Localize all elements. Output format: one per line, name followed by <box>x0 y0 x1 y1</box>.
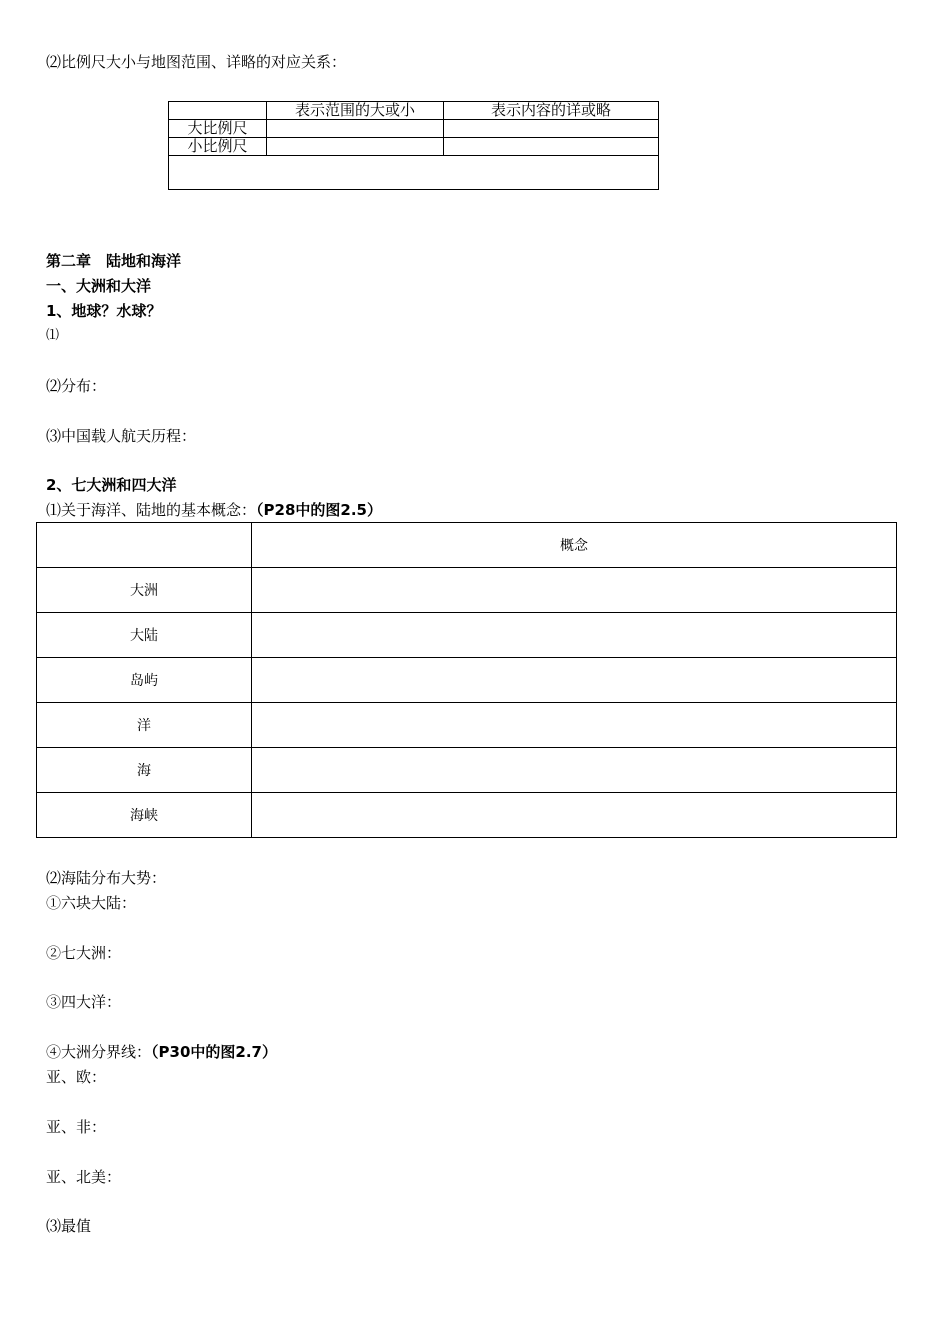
scale-table-cell[interactable] <box>444 120 659 138</box>
concept-table-header-empty <box>37 523 252 568</box>
scale-table <box>168 101 659 190</box>
concept-row-label: 岛屿 <box>37 658 252 703</box>
distribution-item-2: ②七大洲： <box>46 944 122 962</box>
concept-intro-ref: （P28中的图2.5） <box>256 501 382 519</box>
chapter-title: 第二章 陆地和海洋 <box>46 252 182 270</box>
scale-table-cell[interactable] <box>267 138 444 156</box>
scale-table-header-empty <box>169 102 267 120</box>
scale-table-cell[interactable] <box>267 120 444 138</box>
concept-row-label: 海 <box>37 748 252 793</box>
concept-row-label: 洋 <box>37 703 252 748</box>
concept-cell[interactable] <box>252 748 897 793</box>
extremes-title: ⑶最值 <box>46 1217 92 1235</box>
question-1: ⑴ <box>46 328 60 343</box>
concept-intro <box>46 500 382 520</box>
concept-intro-text: ⑴关于海洋、陆地的基本概念： <box>46 501 257 519</box>
boundary-asia-africa: 亚、非： <box>46 1118 107 1136</box>
scale-table-row-large: 大比例尺 <box>169 120 267 138</box>
boundary-asia-europe: 亚、欧： <box>46 1068 107 1086</box>
subsection-title-1: 1、地球？水球？ <box>46 302 162 320</box>
distribution-item-1: ①六块大陆： <box>46 894 137 912</box>
distribution-item-4 <box>46 1042 277 1062</box>
concept-row-label: 海峡 <box>37 793 252 838</box>
distribution-item-3: ③四大洋： <box>46 993 122 1011</box>
concept-table-header: 概念 <box>252 523 897 568</box>
scale-table-blank-row <box>169 156 659 190</box>
concept-cell[interactable] <box>252 613 897 658</box>
concept-cell[interactable] <box>252 568 897 613</box>
scale-table-header-detail: 表示内容的详或略 <box>444 102 659 120</box>
scale-table-cell[interactable] <box>444 138 659 156</box>
boundary-asia-north-america: 亚、北美： <box>46 1168 122 1186</box>
subsection-title-2: 2、七大洲和四大洋 <box>46 476 177 494</box>
distribution-title: ⑵海陆分布大势： <box>46 869 167 887</box>
concept-cell[interactable] <box>252 658 897 703</box>
question-3: ⑶中国载人航天历程： <box>46 427 197 445</box>
intro-text: ⑵比例尺大小与地图范围、详略的对应关系： <box>46 53 347 71</box>
concept-cell[interactable] <box>252 703 897 748</box>
scale-table-row-small: 小比例尺 <box>169 138 267 156</box>
concept-row-label: 大陆 <box>37 613 252 658</box>
scale-table-header-range: 表示范围的大或小 <box>267 102 444 120</box>
section-title: 一、大洲和大洋 <box>46 277 152 295</box>
concept-cell[interactable] <box>252 793 897 838</box>
question-2: ⑵分布： <box>46 377 107 395</box>
distribution-item-4-text: ④大洲分界线： <box>46 1043 152 1061</box>
distribution-item-4-ref: （P30中的图2.7） <box>151 1043 277 1061</box>
concept-row-label: 大洲 <box>37 568 252 613</box>
concept-table <box>36 522 897 838</box>
